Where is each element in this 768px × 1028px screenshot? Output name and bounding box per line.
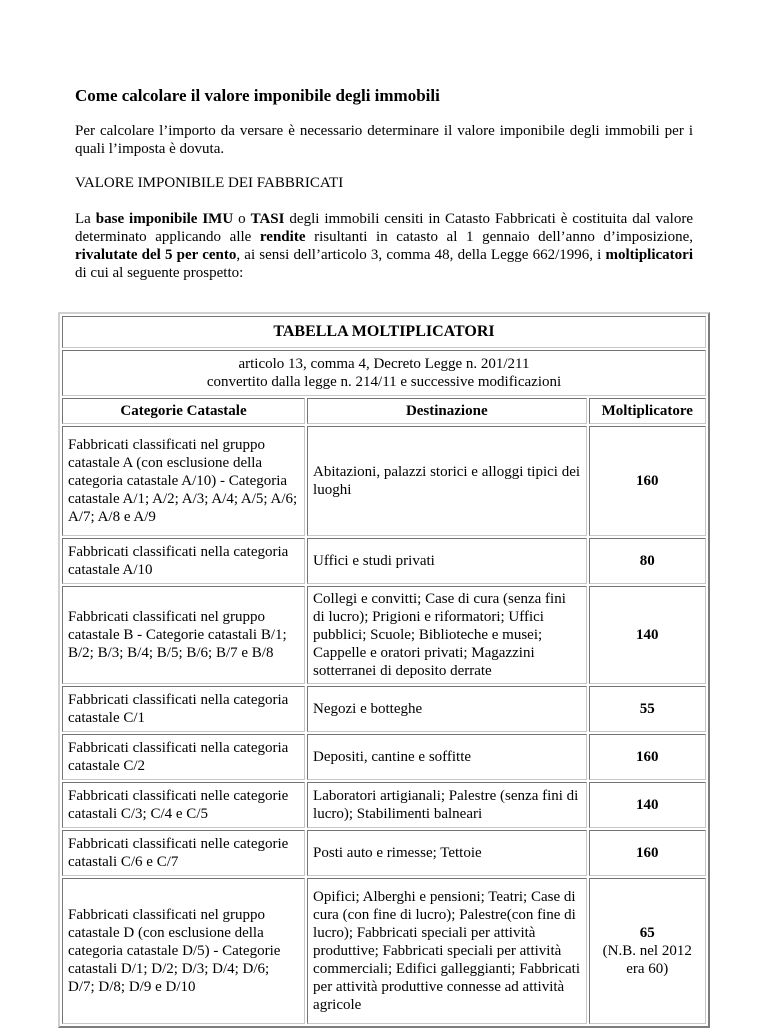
- header-moltiplicatore: Moltiplicatore: [589, 398, 706, 424]
- cell-moltiplicatore: 80: [589, 538, 706, 584]
- table-row: [62, 830, 706, 876]
- table-row: [62, 538, 706, 584]
- bold-rivalutate: rivalutate del 5 per cento: [75, 247, 237, 263]
- multiplier-table: [58, 312, 710, 1028]
- table-row: [62, 782, 706, 828]
- header-destinazione: Destinazione: [307, 398, 586, 424]
- table-row: [62, 686, 706, 732]
- bold-rendite: rendite: [259, 229, 306, 245]
- cell-categoria: Fabbricati classificati nelle categorie catastali C/6 e C/7: [62, 830, 305, 876]
- cell-destinazione: Abitazioni, palazzi storici e alloggi tipici dei luoghi: [307, 426, 586, 536]
- table-header-row: [62, 398, 706, 424]
- cell-destinazione: Collegi e convitti; Case di cura (senza fini di lucro); Prigioni e riformatori; Uffici pubblici; Scuole; Biblioteche e musei; Cappelle e oratori privati; Magazzini sotterranei di deposito derrate: [307, 586, 586, 684]
- cell-destinazione: Uffici e studi privati: [307, 538, 586, 584]
- table-row: [62, 586, 706, 684]
- cell-categoria: Fabbricati classificati nel gruppo catastale B - Categorie catastali B/1; B/2; B/3; B/4; B/5; B/6; B/7 e B/8: [62, 586, 305, 684]
- bold-base-imponibile: base imponibile IMU: [95, 211, 234, 227]
- table-subtitle-line2: convertito dalla legge n. 214/11 e successive modificazioni: [206, 374, 562, 390]
- cell-destinazione: Opifici; Alberghi e pensioni; Teatri; Case di cura (con fine di lucro); Palestre(con fine di lucro); Fabbricati speciali per attività produttive; Fabbricati speciali per attività commerciali; Edifici galleggianti; Fabbricati per attività produttive connesse ad attività agricole: [307, 878, 586, 1024]
- cell-categoria: Fabbricati classificati nella categoria catastale C/1: [62, 686, 305, 732]
- bold-moltiplicatori: moltiplicatori: [605, 247, 693, 263]
- multiplier-table-wrapper: [58, 312, 710, 1028]
- table-row: [62, 734, 706, 780]
- cell-moltiplicatore: 65 (N.B. nel 2012 era 60): [589, 878, 706, 1024]
- bold-tasi: TASI: [250, 211, 285, 227]
- table-row: [62, 878, 706, 1024]
- document-body: [75, 86, 693, 298]
- cell-moltiplicatore: 160: [589, 734, 706, 780]
- cell-categoria: Fabbricati classificati nel gruppo catastale D (con esclusione della categoria catastale D/5) - Categorie catastali D/1; D/2; D/3; D/4; D/6; D/7; D/8; D/9 e D/10: [62, 878, 305, 1024]
- cell-destinazione: Depositi, cantine e soffitte: [307, 734, 586, 780]
- cell-moltiplicatore: 140: [589, 586, 706, 684]
- cell-categoria: Fabbricati classificati nella categoria catastale C/2: [62, 734, 305, 780]
- cell-categoria: Fabbricati classificati nella categoria catastale A/10: [62, 538, 305, 584]
- imponibile-paragraph: La base imponibile IMU o TASI degli immobili censiti in Catasto Fabbricati è costituita dal valore determinato applicando alle rendite risultanti in catasto al 1 gennaio dell’anno d’imposizione, rivalutate del 5 per cento, ai sensi dell’articolo 3, comma 48, della Legge 662/1996, i moltiplicatori di cui al seguente prospetto:: [75, 211, 693, 281]
- section-heading: VALORE IMPONIBILE DEI FABBRICATI: [75, 175, 344, 191]
- table-subtitle: [62, 350, 706, 396]
- table-body: [62, 426, 706, 1024]
- cell-destinazione: Negozi e botteghe: [307, 686, 586, 732]
- page-title: Come calcolare il valore imponibile degli immobili: [75, 86, 440, 105]
- cell-moltiplicatore: 160: [589, 426, 706, 536]
- cell-destinazione: Laboratori artigianali; Palestre (senza fini di lucro); Stabilimenti balneari: [307, 782, 586, 828]
- cell-moltiplicatore: 160: [589, 830, 706, 876]
- intro-paragraph: Per calcolare l’importo da versare è necessario determinare il valore imponibile degli immobili per i quali l’imposta è dovuta.: [75, 123, 693, 157]
- cell-moltiplicatore: 140: [589, 782, 706, 828]
- table-row: [62, 426, 706, 536]
- table-subtitle-line1: articolo 13, comma 4, Decreto Legge n. 201/211: [238, 356, 530, 372]
- cell-destinazione: Posti auto e rimesse; Tettoie: [307, 830, 586, 876]
- cell-moltiplicatore: 55: [589, 686, 706, 732]
- cell-categoria: Fabbricati classificati nel gruppo catastale A (con esclusione della categoria catastale A/10) - Categoria catastale A/1; A/2; A/3; A/4; A/5; A/6; A/7; A/8 e A/9: [62, 426, 305, 536]
- cell-categoria: Fabbricati classificati nelle categorie catastali C/3; C/4 e C/5: [62, 782, 305, 828]
- header-categorie: Categorie Catastale: [62, 398, 305, 424]
- table-title: TABELLA MOLTIPLICATORI: [62, 316, 706, 348]
